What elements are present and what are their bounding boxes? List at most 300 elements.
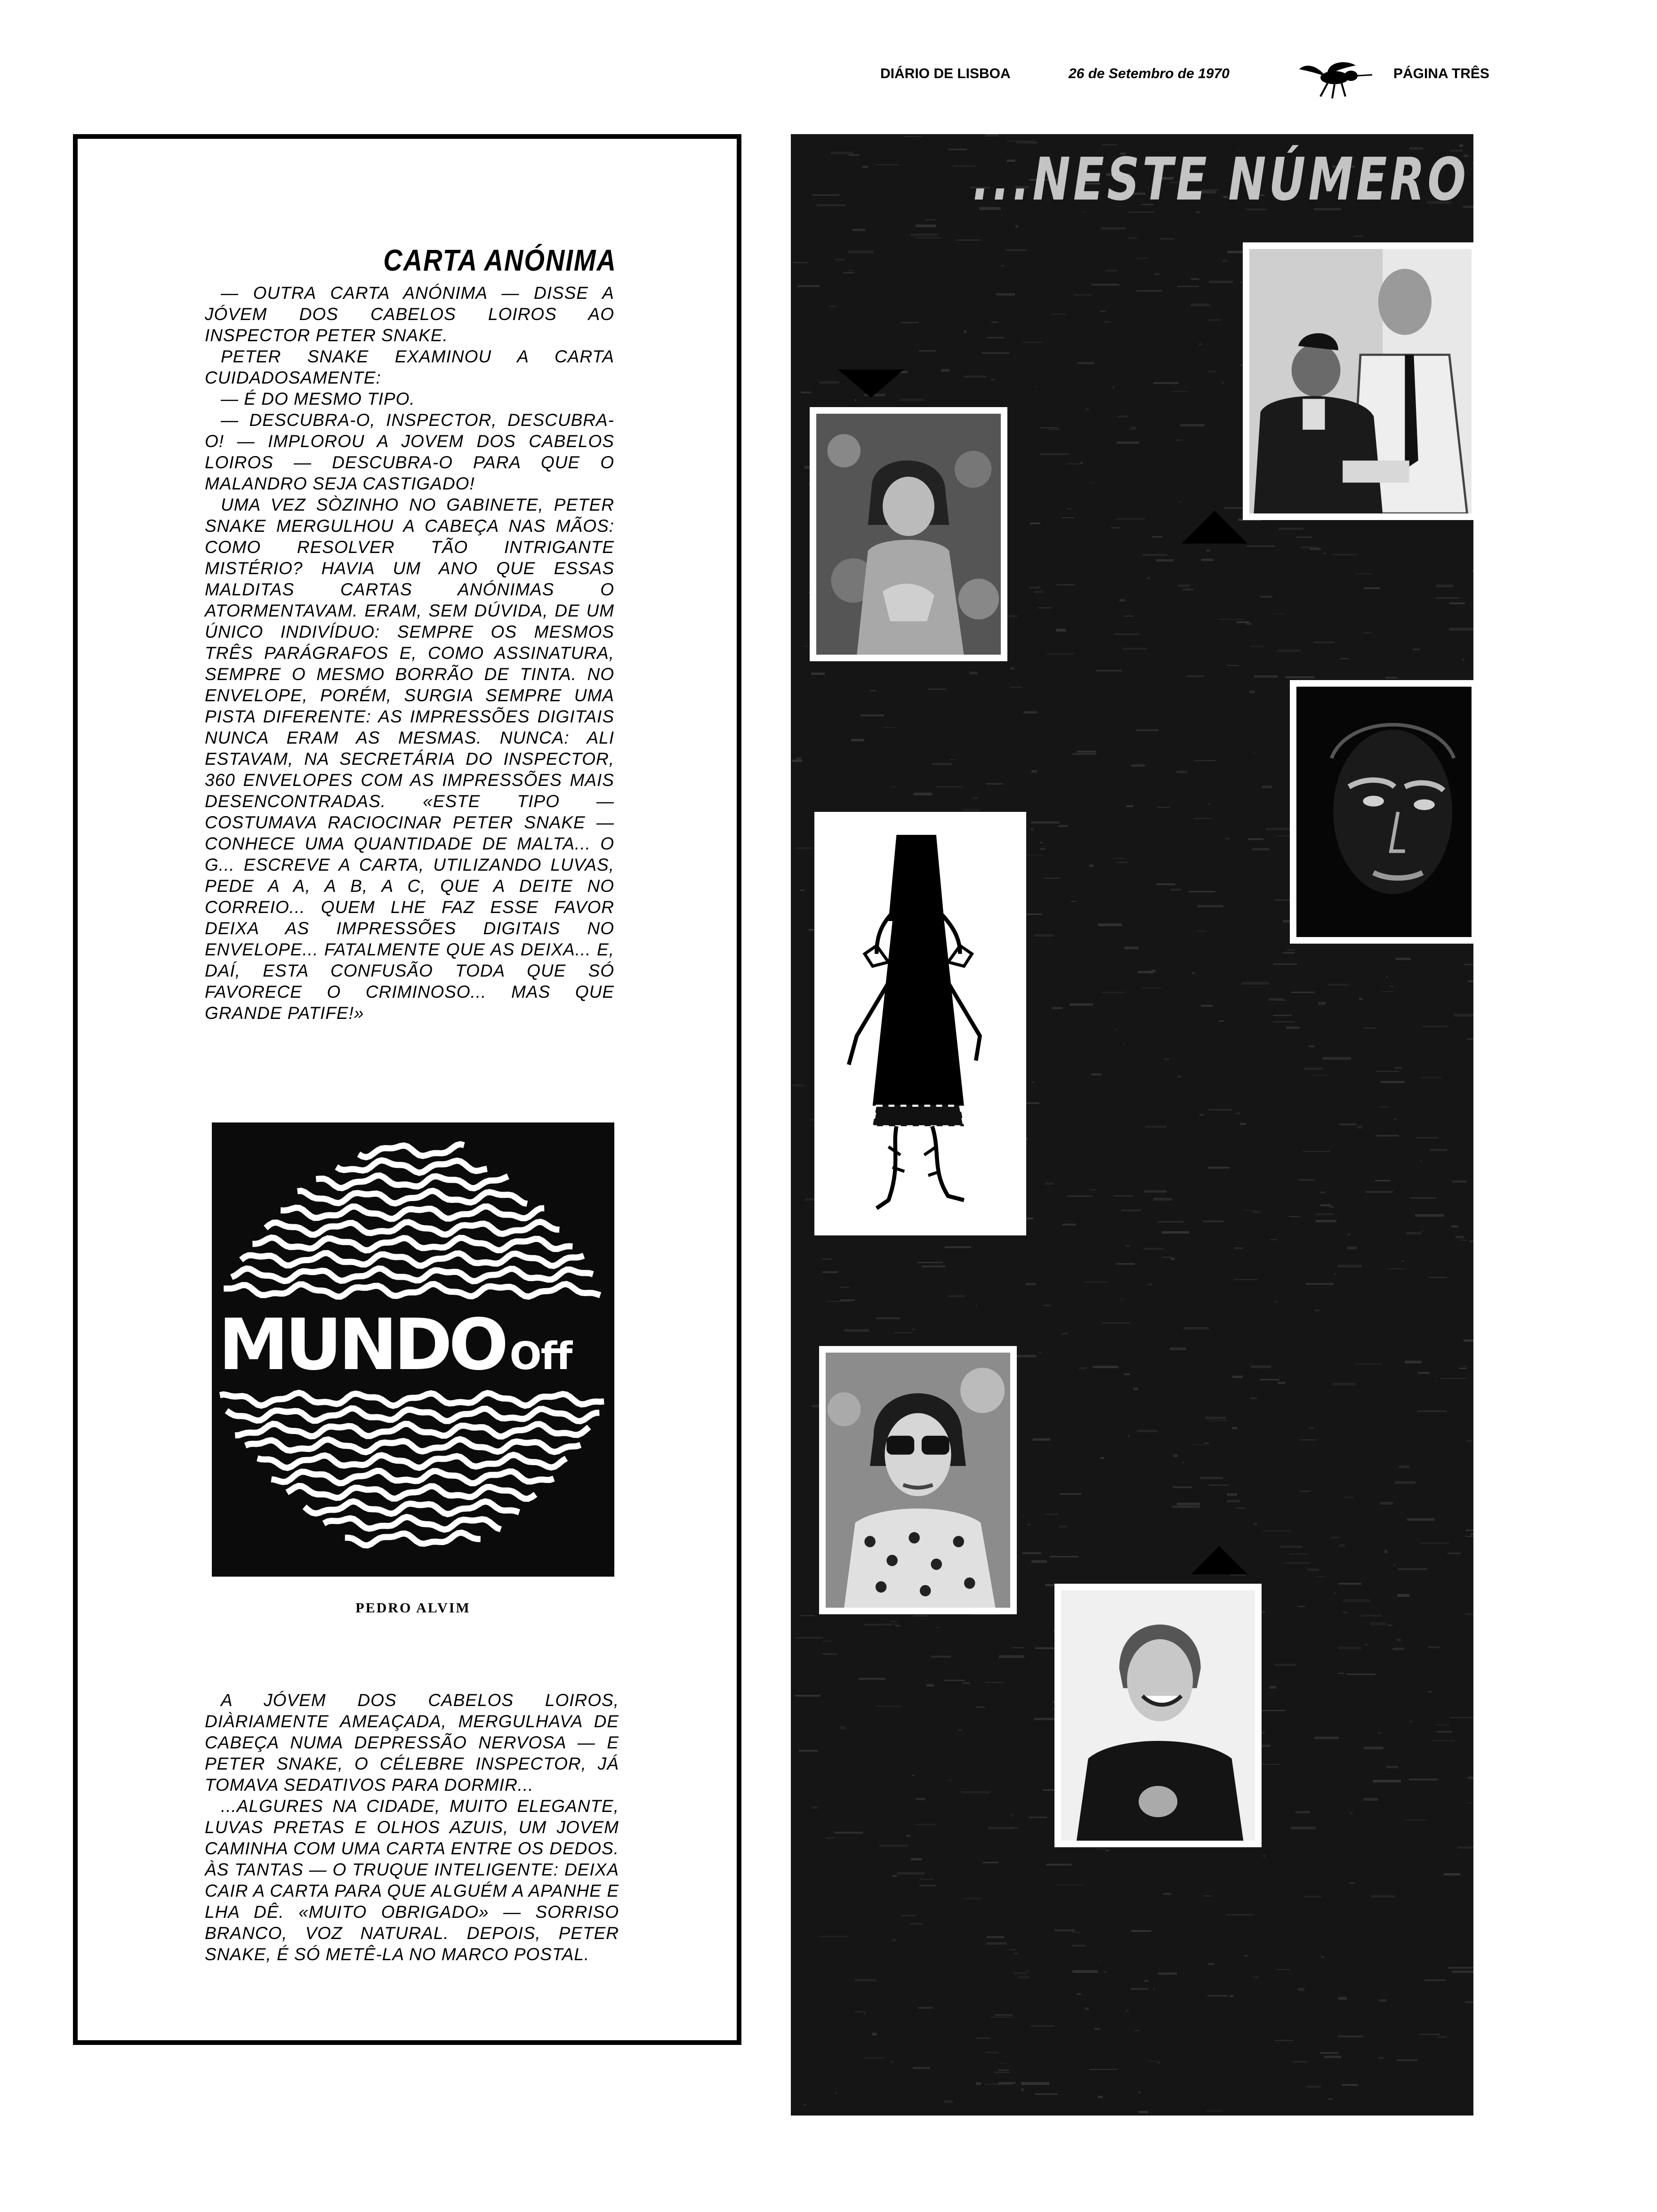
- texture-speck: [1034, 591, 1043, 593]
- texture-speck: [811, 673, 825, 675]
- texture-speck: [1096, 670, 1122, 672]
- texture-speck: [891, 1621, 897, 1622]
- texture-speck: [1397, 1594, 1409, 1597]
- texture-speck: [1137, 1430, 1158, 1432]
- texture-speck: [998, 2069, 1009, 2071]
- texture-speck: [976, 1305, 977, 1306]
- texture-speck: [1437, 1724, 1449, 1725]
- texture-speck: [822, 1271, 838, 1273]
- texture-speck: [1089, 865, 1094, 867]
- texture-speck: [1010, 667, 1014, 670]
- texture-speck: [1234, 1247, 1243, 1249]
- texture-speck: [1077, 362, 1094, 364]
- texture-speck: [1156, 559, 1174, 561]
- texture-speck: [999, 1655, 1024, 1658]
- texture-speck: [1250, 1397, 1257, 1399]
- story-paragraph: — OUTRA CARTA ANÓNIMA — DISSE A JÓVEM DOS CABELOS LOIROS AO INSPECTOR PETER SNAKE.: [205, 283, 614, 345]
- texture-speck: [879, 1844, 908, 1847]
- girl-cartoon-drawing: [814, 812, 1026, 1235]
- texture-speck: [851, 739, 864, 741]
- texture-speck: [1010, 687, 1023, 688]
- texture-speck: [1197, 930, 1207, 932]
- texture-speck: [1177, 1503, 1200, 1505]
- texture-speck: [1304, 1067, 1323, 1070]
- texture-speck: [1194, 818, 1213, 819]
- texture-speck: [1266, 828, 1292, 830]
- texture-speck: [1101, 1457, 1104, 1459]
- texture-speck: [1033, 1438, 1050, 1441]
- texture-speck: [1201, 559, 1213, 561]
- texture-speck: [1415, 1214, 1444, 1217]
- texture-speck: [1388, 1625, 1392, 1626]
- texture-speck: [1385, 677, 1397, 679]
- texture-speck: [1226, 1914, 1253, 1915]
- texture-speck: [1219, 619, 1244, 620]
- wave-stroke: [257, 1455, 566, 1468]
- texture-speck: [1251, 1365, 1271, 1368]
- texture-speck: [1303, 1896, 1321, 1898]
- texture-speck: [1136, 290, 1162, 292]
- texture-speck: [1209, 281, 1233, 283]
- texture-speck: [941, 369, 949, 372]
- texture-speck: [847, 270, 853, 271]
- texture-speck: [1162, 1231, 1189, 1234]
- texture-speck: [1016, 142, 1038, 144]
- texture-speck: [1386, 976, 1388, 978]
- texture-speck: [1029, 586, 1040, 589]
- texture-speck: [1040, 427, 1057, 428]
- texture-speck: [1093, 1366, 1118, 1368]
- texture-speck: [1183, 1327, 1209, 1330]
- texture-speck: [1142, 554, 1167, 556]
- texture-speck: [1313, 1075, 1328, 1076]
- texture-speck: [1320, 1204, 1331, 1206]
- texture-speck: [836, 2092, 837, 2093]
- texture-speck: [1343, 1612, 1347, 1613]
- texture-speck: [1436, 1381, 1438, 1382]
- texture-speck: [1091, 284, 1119, 286]
- story-part-2: [205, 1690, 619, 1965]
- texture-speck: [1098, 923, 1122, 926]
- wave-stroke: [226, 1409, 599, 1421]
- texture-speck: [1270, 1686, 1276, 1689]
- texture-speck: [1040, 848, 1046, 850]
- texture-speck: [1126, 1245, 1130, 1247]
- texture-speck: [1046, 653, 1074, 655]
- texture-speck: [1355, 1363, 1382, 1364]
- texture-speck: [1194, 760, 1215, 761]
- texture-speck: [945, 1246, 971, 1248]
- texture-speck: [1428, 1691, 1432, 1692]
- texture-speck: [1298, 1606, 1305, 1607]
- texture-speck: [1371, 1895, 1395, 1898]
- texture-speck: [969, 672, 978, 674]
- texture-speck: [1468, 1777, 1473, 1779]
- texture-speck: [812, 1806, 818, 1809]
- texture-speck: [1363, 632, 1372, 633]
- texture-speck: [916, 237, 941, 239]
- texture-speck: [859, 1678, 885, 1680]
- texture-speck: [1080, 462, 1083, 464]
- texture-speck: [1072, 1931, 1080, 1933]
- texture-speck: [1105, 270, 1117, 272]
- texture-speck: [944, 1680, 965, 1681]
- texture-speck: [1375, 1180, 1391, 1181]
- texture-speck: [825, 1837, 835, 1839]
- texture-speck: [1102, 1322, 1129, 1323]
- page-label: PÁGINA TRÊS: [1393, 66, 1489, 81]
- texture-speck: [1115, 1029, 1116, 1030]
- texture-speck: [1091, 1074, 1102, 1075]
- texture-speck: [1199, 1114, 1204, 1116]
- mundo-off-illustration: [212, 1122, 614, 1577]
- texture-speck: [1104, 1971, 1106, 1973]
- texture-speck: [1178, 585, 1190, 587]
- texture-speck: [949, 1295, 965, 1297]
- texture-speck: [1191, 1444, 1206, 1445]
- texture-speck: [986, 783, 1003, 785]
- texture-speck: [1416, 1137, 1439, 1138]
- texture-speck: [1279, 528, 1303, 530]
- texture-speck: [1334, 1592, 1336, 1594]
- texture-speck: [957, 1730, 962, 1731]
- texture-speck: [796, 847, 813, 849]
- texture-speck: [1123, 648, 1147, 650]
- texture-speck: [906, 1835, 910, 1836]
- texture-speck: [1170, 889, 1181, 891]
- texture-speck: [1278, 1382, 1285, 1384]
- texture-speck: [1388, 1268, 1405, 1269]
- texture-speck: [1007, 140, 1035, 142]
- texture-speck: [1274, 1301, 1277, 1302]
- texture-speck: [1207, 1995, 1228, 1996]
- texture-speck: [855, 1979, 877, 1981]
- texture-speck: [1378, 1732, 1381, 1733]
- story-paragraph: UMA VEZ SÒZINHO NO GABINETE, PETER SNAKE MERGULHOU A CABEÇA NAS MÃOS: COMO RESOLVER TÃO INTRIGANTE MISTÉRIO? HAVIA UM ANO QUE ESSAS MALDITAS CARTAS ANÓNIMAS O ATORMENTAVAM. ERAM, SEM DÚVIDA, DE UM ÚNICO INDIVÍDUO: SEMPRE OS MESMOS TRÊS PARÁGRAFOS E, COMO ASSINATURA, SEMPRE O MESMO BORRÃO DE TINTA. NO ENVELOPE, PORÉM, SURGIA SEMPRE UMA PISTA DIFERENTE: AS IMPRESSÕES DIGITAIS NUNCA ERAM AS MESMAS. NUNCA: ALI ESTAVAM, NA SECRETÁRIA DO INSPECTOR, 360 ENVELOPES COM AS IMPRESSÕES MAIS DESENCONTRADAS. «ESTE TIPO — COSTUMAVA RACIOCINAR PETER SNAKE — CONHECE UMA QUANTIDADE DE MALTA... O G... ESCREVE A CARTA, UTILIZANDO LUVAS, PEDE A A, A B, A C, QUE A DEITE NO CORREIO... QUEM LHE FAZ ESSE FAVOR DEIXA AS IMPRESSÕES DIGITAIS NO ENVELOPE... FATALMENTE QUE AS DEIXA... E, DAÍ, ESTA CONFUSÃO TODA QUE SÓ FAVORECE O CRIMINOSO... MAS QUE GRANDE PATIFE!»: [205, 495, 614, 1023]
- texture-speck: [1300, 1439, 1317, 1441]
- texture-speck: [1021, 2088, 1024, 2091]
- texture-speck: [1001, 265, 1004, 266]
- texture-speck: [1101, 227, 1126, 230]
- texture-speck: [864, 2012, 865, 2014]
- texture-speck: [1025, 914, 1042, 915]
- texture-speck: [1046, 1514, 1058, 1515]
- texture-speck: [1179, 501, 1182, 503]
- texture-speck: [991, 379, 995, 380]
- texture-speck: [1296, 537, 1312, 538]
- texture-speck: [1172, 391, 1188, 392]
- texture-speck: [1394, 1067, 1402, 1069]
- texture-speck: [999, 2063, 1007, 2064]
- texture-speck: [1056, 629, 1066, 632]
- texture-speck: [962, 1682, 970, 1684]
- texture-speck: [1128, 237, 1137, 239]
- texture-speck: [1323, 553, 1326, 554]
- texture-speck: [1236, 1113, 1240, 1114]
- texture-speck: [1034, 934, 1054, 937]
- texture-speck: [799, 1750, 818, 1752]
- texture-speck: [1009, 1949, 1016, 1950]
- texture-speck: [1031, 2026, 1055, 2027]
- issue-date: 26 de Setembro de 1970: [1069, 66, 1230, 81]
- texture-speck: [1421, 1077, 1441, 1078]
- man-face-photo: [1290, 680, 1473, 944]
- texture-speck: [1227, 1493, 1237, 1496]
- texture-speck: [926, 1684, 934, 1687]
- texture-speck: [1271, 1239, 1277, 1240]
- texture-speck: [1098, 2096, 1103, 2098]
- texture-speck: [1382, 991, 1393, 992]
- texture-speck: [1049, 429, 1060, 430]
- texture-speck: [1291, 1827, 1316, 1829]
- wave-stroke: [316, 1176, 508, 1188]
- texture-speck: [1393, 1564, 1396, 1566]
- texture-speck: [1113, 386, 1114, 388]
- wave-stroke: [281, 1207, 544, 1219]
- texture-speck: [1175, 440, 1182, 441]
- texture-speck: [1327, 984, 1348, 986]
- texture-speck: [1162, 1257, 1173, 1258]
- wave-stroke: [287, 1486, 536, 1499]
- texture-speck: [912, 1329, 915, 1330]
- texture-speck: [1364, 587, 1380, 589]
- texture-speck: [1232, 1427, 1237, 1429]
- texture-speck: [1306, 1283, 1334, 1285]
- texture-speck: [976, 2082, 981, 2085]
- texture-speck: [1172, 1506, 1200, 1508]
- texture-speck: [1153, 1988, 1154, 1990]
- texture-speck: [1070, 1003, 1093, 1006]
- texture-speck: [1014, 1953, 1018, 1955]
- mundo-word: MUNDO: [218, 1304, 505, 1386]
- texture-speck: [1394, 1118, 1396, 1120]
- article-title: CARTA ANÓNIMA: [383, 243, 617, 277]
- texture-speck: [1085, 2007, 1089, 2010]
- texture-speck: [1347, 1247, 1357, 1249]
- texture-speck: [1119, 599, 1125, 601]
- texture-speck: [1136, 729, 1158, 731]
- texture-speck: [1244, 1955, 1248, 1956]
- texture-speck: [1011, 1814, 1013, 1817]
- texture-speck: [1125, 946, 1139, 949]
- texture-speck: [883, 727, 896, 728]
- texture-speck: [1465, 1613, 1473, 1615]
- texture-speck: [1321, 1956, 1324, 1958]
- texture-speck: [1254, 1523, 1257, 1525]
- texture-speck: [1225, 838, 1230, 839]
- texture-speck: [1472, 570, 1473, 572]
- texture-speck: [1131, 764, 1145, 767]
- texture-speck: [894, 1332, 911, 1333]
- texture-speck: [796, 1637, 823, 1639]
- texture-speck: [916, 1798, 925, 1800]
- texture-speck: [1199, 343, 1202, 345]
- texture-speck: [1152, 536, 1162, 537]
- texture-speck: [1466, 1530, 1473, 1531]
- texture-speck: [1295, 1811, 1310, 1813]
- texture-speck: [1448, 1967, 1473, 1969]
- texture-speck: [1231, 1574, 1246, 1576]
- texture-speck: [1023, 1514, 1024, 1517]
- wave-stroke: [241, 1253, 584, 1266]
- contributors-panel: [791, 134, 1473, 2116]
- texture-speck: [1291, 992, 1314, 993]
- texture-speck: [1209, 1420, 1229, 1421]
- two-men-photo: [1243, 242, 1473, 520]
- texture-speck: [797, 285, 820, 287]
- texture-speck: [1145, 1126, 1166, 1128]
- texture-speck: [863, 2057, 885, 2059]
- woman-glasses-photo: [819, 1346, 1017, 1614]
- texture-speck: [1204, 1895, 1211, 1897]
- wave-stroke: [265, 1222, 559, 1235]
- texture-speck: [1452, 1180, 1467, 1183]
- texture-speck: [801, 392, 811, 393]
- texture-speck: [1332, 1383, 1356, 1386]
- texture-speck: [1105, 1850, 1109, 1851]
- texture-speck: [853, 229, 865, 231]
- texture-speck: [1338, 1647, 1361, 1649]
- texture-speck: [1060, 1493, 1081, 1495]
- texture-speck: [1384, 1550, 1387, 1553]
- texture-speck: [1269, 998, 1283, 1001]
- texture-speck: [795, 1695, 820, 1697]
- wave-stroke: [359, 1144, 464, 1157]
- texture-speck: [1462, 658, 1464, 661]
- texture-speck: [932, 763, 952, 765]
- texture-speck: [1050, 1556, 1078, 1557]
- texture-speck: [1116, 518, 1145, 520]
- masthead: [871, 61, 1516, 94]
- texture-speck: [1273, 613, 1284, 614]
- texture-speck: [1031, 828, 1034, 831]
- texture-speck: [1071, 901, 1077, 902]
- texture-speck: [1320, 1192, 1325, 1193]
- texture-speck: [855, 2011, 863, 2012]
- texture-speck: [1428, 1646, 1440, 1648]
- texture-speck: [1338, 1673, 1344, 1674]
- texture-speck: [1021, 2082, 1049, 2085]
- texture-speck: [928, 689, 946, 690]
- texture-speck: [1142, 987, 1161, 988]
- texture-speck: [1023, 711, 1037, 713]
- texture-speck: [1079, 1367, 1087, 1369]
- wave-stroke: [232, 1268, 593, 1281]
- texture-speck: [876, 1317, 900, 1319]
- story-paragraph: A JÓVEM DOS CABELOS LOIROS, DIÀRIAMENTE AMEAÇADA, MERGULHAVA DE CABEÇA NUMA DEPRESSÃO NERVOSA — E PETER SNAKE, O CÉLEBRE INSPECTOR, JÁ TOMAVA SEDATIVOS PARA DORMIR...: [205, 1691, 619, 1795]
- texture-speck: [911, 1858, 922, 1860]
- texture-speck: [1463, 1365, 1466, 1367]
- texture-speck: [1206, 2110, 1222, 2112]
- newspaper-name: DIÁRIO DE LISBOA: [880, 66, 1011, 81]
- texture-speck: [1031, 770, 1037, 773]
- texture-speck: [936, 1627, 940, 1628]
- texture-speck: [1409, 1779, 1438, 1780]
- texture-speck: [1436, 585, 1453, 587]
- texture-speck: [1438, 2036, 1446, 2038]
- texture-speck: [1240, 1123, 1246, 1125]
- texture-speck: [895, 1625, 900, 1627]
- texture-speck: [1177, 1076, 1181, 1077]
- texture-speck: [1452, 1971, 1473, 1973]
- texture-speck: [1354, 236, 1363, 237]
- texture-speck: [1347, 1234, 1351, 1235]
- wave-stroke: [220, 1393, 604, 1406]
- texture-speck: [1180, 424, 1205, 426]
- fly-icon: [1295, 59, 1375, 101]
- texture-speck: [1221, 382, 1224, 385]
- texture-speck: [1158, 807, 1170, 808]
- texture-speck: [872, 2033, 877, 2036]
- texture-speck: [1378, 2057, 1384, 2059]
- texture-speck: [1449, 628, 1473, 631]
- texture-speck: [1277, 649, 1301, 652]
- texture-speck: [973, 797, 978, 799]
- texture-speck: [845, 1329, 869, 1332]
- texture-speck: [1038, 607, 1052, 609]
- texture-speck: [1248, 838, 1263, 840]
- texture-speck: [1253, 752, 1255, 753]
- texture-speck: [1316, 1576, 1325, 1577]
- texture-speck: [1022, 1552, 1041, 1554]
- texture-speck: [1006, 249, 1027, 251]
- story-paragraph: — É DO MESMO TIPO.: [221, 389, 415, 409]
- texture-speck: [1072, 1945, 1086, 1947]
- texture-speck: [1059, 1525, 1067, 1528]
- texture-speck: [848, 250, 874, 253]
- texture-speck: [1096, 1848, 1106, 1850]
- texture-speck: [917, 1262, 943, 1263]
- texture-speck: [1155, 273, 1159, 275]
- texture-speck: [1116, 1263, 1135, 1265]
- texture-speck: [1100, 311, 1106, 312]
- texture-speck: [834, 1832, 863, 1834]
- texture-speck: [1089, 482, 1094, 483]
- texture-speck: [1262, 785, 1272, 788]
- texture-speck: [1460, 1240, 1467, 1241]
- story-paragraph: PETER SNAKE EXAMINOU A CARTA CUIDADOSAMENTE:: [205, 347, 614, 387]
- texture-speck: [912, 1775, 914, 1776]
- texture-speck: [901, 322, 918, 323]
- texture-speck: [1138, 2111, 1148, 2113]
- texture-speck: [913, 2067, 930, 2069]
- texture-speck: [1347, 1674, 1375, 1675]
- texture-speck: [1407, 1518, 1435, 1521]
- story-paragraph: — DESCUBRA-O, INSPECTOR, DESCUBRA-O! — IMPLOROU A JOVEM DOS CABELOS LOIROS — DESCUBRA-O PARA QUE O MALANDRO SEJA CASTIGADO!: [205, 410, 614, 493]
- texture-speck: [1208, 319, 1222, 321]
- texture-speck: [1045, 1183, 1054, 1185]
- texture-speck: [1466, 1536, 1473, 1537]
- texture-speck: [1054, 1929, 1075, 1931]
- texture-speck: [1099, 1961, 1100, 1963]
- texture-speck: [919, 350, 936, 352]
- texture-speck: [1464, 964, 1473, 965]
- texture-speck: [1303, 1151, 1331, 1152]
- texture-speck: [1448, 1553, 1461, 1554]
- texture-speck: [1449, 602, 1465, 604]
- texture-speck: [1219, 1020, 1224, 1022]
- texture-speck: [1373, 1780, 1401, 1782]
- texture-speck: [1031, 821, 1060, 824]
- texture-speck: [1472, 162, 1473, 164]
- texture-speck: [982, 352, 1009, 354]
- texture-speck: [1056, 584, 1074, 585]
- texture-speck: [1094, 2028, 1100, 2030]
- texture-speck: [1036, 385, 1038, 387]
- texture-speck: [1058, 825, 1068, 827]
- texture-speck: [1411, 1197, 1436, 1199]
- texture-speck: [1422, 1026, 1448, 1027]
